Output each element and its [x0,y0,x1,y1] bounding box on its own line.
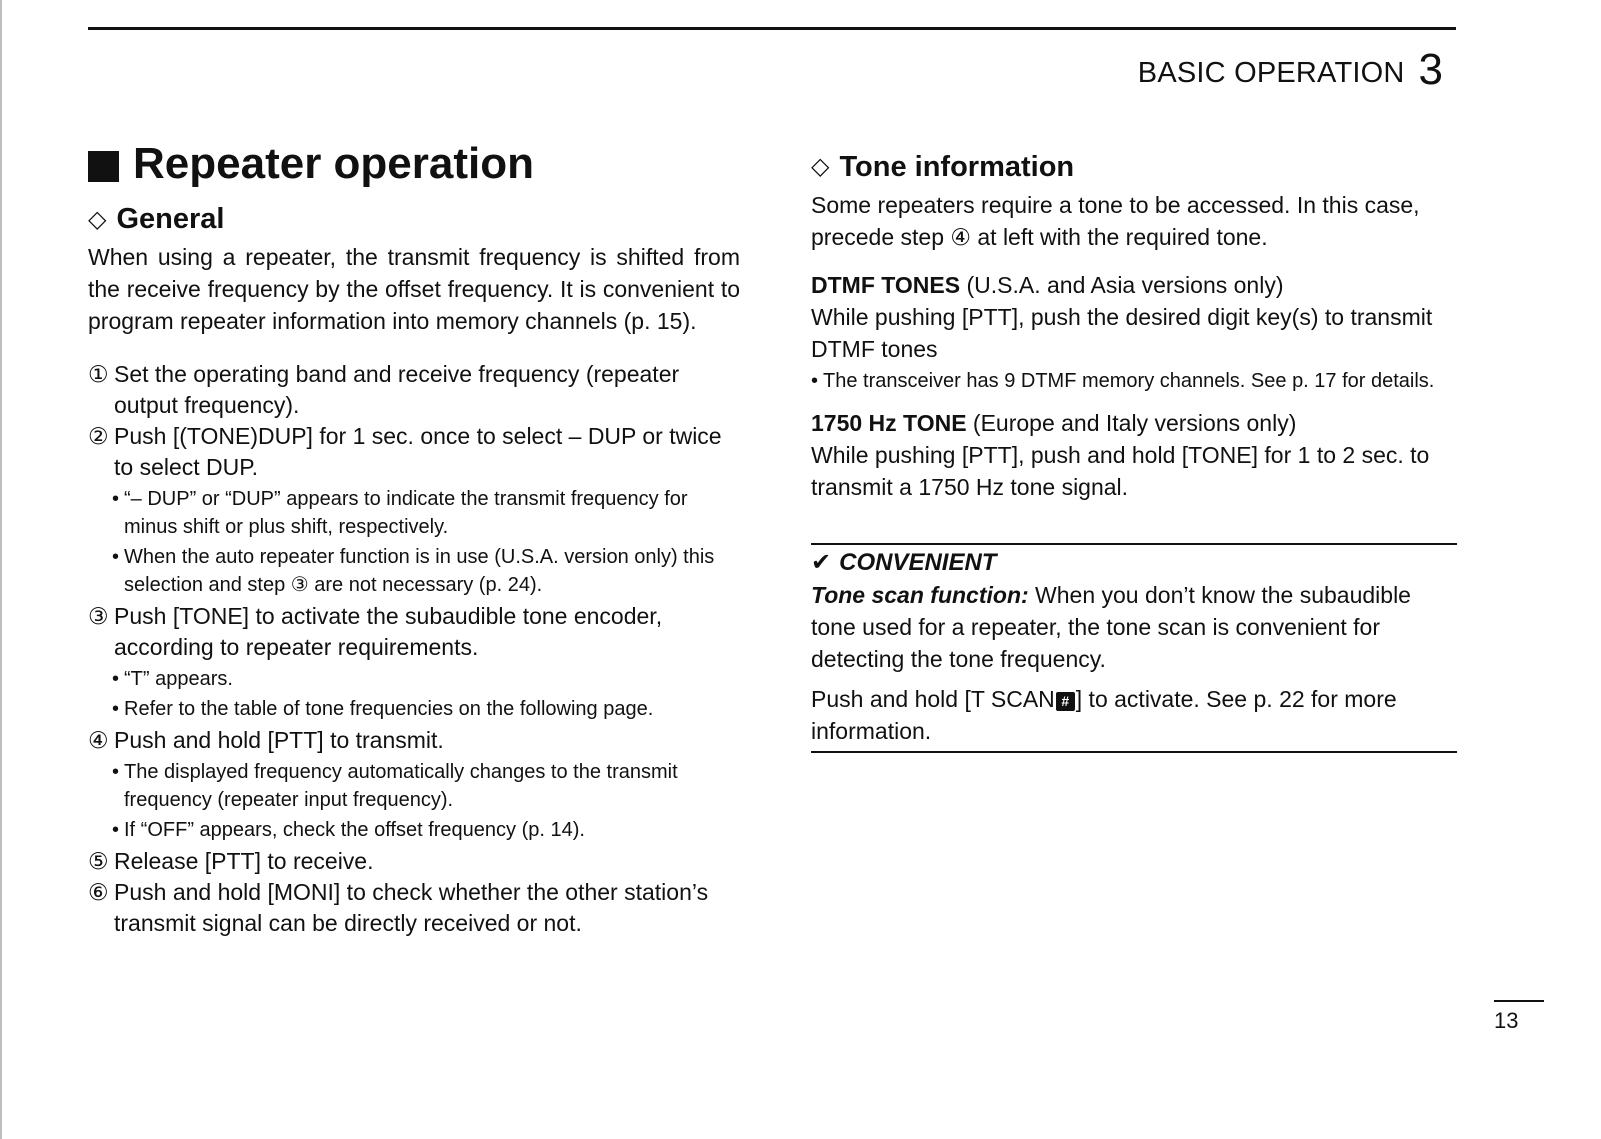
dtmf-note: (U.S.A. and Asia versions only) [966,271,1284,298]
tone1750-title: 1750 Hz TONE [811,409,967,436]
step-6 [88,877,740,939]
step-text: Set the operating band and receive frequency (repeater output frequency). [114,361,680,419]
step-text: Push [(TONE)DUP] for 1 sec. once to select – DUP or twice to select DUP. [114,423,722,481]
tone1750-heading [811,407,1457,439]
bullet-text: “– DUP” or “DUP” appears to indicate the transmit frequency for minus shift or plus shift, respectively. [124,488,688,539]
push-prefix: Push and hold [T SCAN [811,685,1055,712]
step-number: ② [88,423,109,450]
bullet-text: “T” appears. [124,668,233,691]
general-heading-text: General [116,203,225,236]
step-3 [88,601,740,663]
dtmf-text: While pushing [PTT], push the desired digit key(s) to transmit DTMF tones [811,303,1433,362]
step-number: ④ [88,727,109,754]
step-number: ⑤ [88,848,109,875]
convenient-rule-top [811,543,1457,545]
step-3-bullet-2 [112,695,740,723]
convenient-rule-bottom [811,751,1457,753]
tone-info-paragraph: Some repeaters require a tone to be accessed. In this case, precede step ④ at left with the required tone. [811,191,1420,250]
chapter-number: 3 [1418,45,1443,94]
bullet-dot-icon: • [811,369,819,392]
top-rule [88,27,1456,30]
general-paragraph: When using a repeater, the transmit frequency is shifted from the receive frequency by the offset frequency. It is convenient to program repeater information into memory channels (p. 15). [88,244,740,335]
bullet-dot-icon: • [112,668,120,691]
tone-scan-text: When you don’t know the subaudible tone used for a repeater, the tone scan is convenient for detecting the tone frequency. [811,581,1411,672]
square-bullet-icon [88,151,119,182]
dtmf-heading [811,269,1457,301]
step-4-bullet-2 [112,816,740,844]
step-5 [88,846,740,877]
diamond-icon: ◇ [811,153,830,181]
hash-key-icon: # [1056,692,1075,711]
tone-scan-lead: Tone scan function: [811,581,1029,608]
step-text: Release [PTT] to receive. [114,848,374,875]
step-1 [88,359,740,421]
bullet-dot-icon: • [112,819,120,842]
page-number-mark [1494,1000,1544,1002]
convenient-paragraph [811,579,1457,675]
section-title-text: Repeater operation [133,139,534,188]
step-number: ① [88,361,109,388]
diamond-icon: ◇ [88,205,107,233]
bullet-text: When the auto repeater function is in use (U.S.A. version only) this selection and step ③ are not necessary (p. 24). [124,546,715,597]
bullet-dot-icon: • [112,698,120,721]
left-column [88,140,740,939]
step-2 [88,421,740,483]
bullet-text: If “OFF” appears, check the offset frequency (p. 14). [124,819,585,842]
step-4-bullet-1 [112,758,740,814]
step-text: Push and hold [PTT] to transmit. [114,727,444,754]
tone1750-text: While pushing [PTT], push and hold [TONE] for 1 to 2 sec. to transmit a 1750 Hz tone signal. [811,441,1430,500]
section-title [88,140,740,188]
step-number: ⑥ [88,879,109,906]
step-text: Push [TONE] to activate the subaudible tone encoder, according to repeater requirements. [114,603,663,661]
step-2-bullet-2 [112,543,740,599]
step-2-bullet-1 [112,485,740,541]
push-suffix: ] to activate. See p. 22 for more information. [811,685,1397,744]
tone-scan-push [811,683,1457,747]
step-3-bullet-1 [112,665,740,693]
tone-info-heading [811,150,1457,185]
bullet-dot-icon: • [112,546,120,569]
steps-list [88,359,740,939]
page-number: 13 [1494,1008,1519,1033]
dtmf-title: DTMF TONES [811,271,961,298]
tone1750-note: (Europe and Italy versions only) [972,409,1297,436]
tone-info-heading-text: Tone information [839,151,1075,183]
bullet-dot-icon: • [112,488,120,511]
step-number: ③ [88,603,109,630]
bullet-text: Refer to the table of tone frequencies on the following page. [124,698,654,721]
running-header [1138,44,1443,92]
bullet-text: The transceiver has 9 DTMF memory channels. See p. 17 for details. [823,369,1435,392]
header-title: BASIC OPERATION [1137,57,1405,89]
general-heading [88,202,740,237]
step-text: Push and hold [MONI] to check whether the other station’s transmit signal can be directly received or not. [114,879,709,937]
convenient-heading [811,547,1457,579]
bullet-text: The displayed frequency automatically changes to the transmit frequency (repeater input frequency). [124,761,678,812]
page-edge [0,0,2,1139]
bullet-dot-icon: • [112,761,120,784]
dtmf-bullet [811,367,1457,395]
step-4 [88,725,740,756]
convenient-heading-text: CONVENIENT [839,548,997,576]
right-column [811,150,1457,753]
checkmark-icon: ✔ [811,548,832,576]
